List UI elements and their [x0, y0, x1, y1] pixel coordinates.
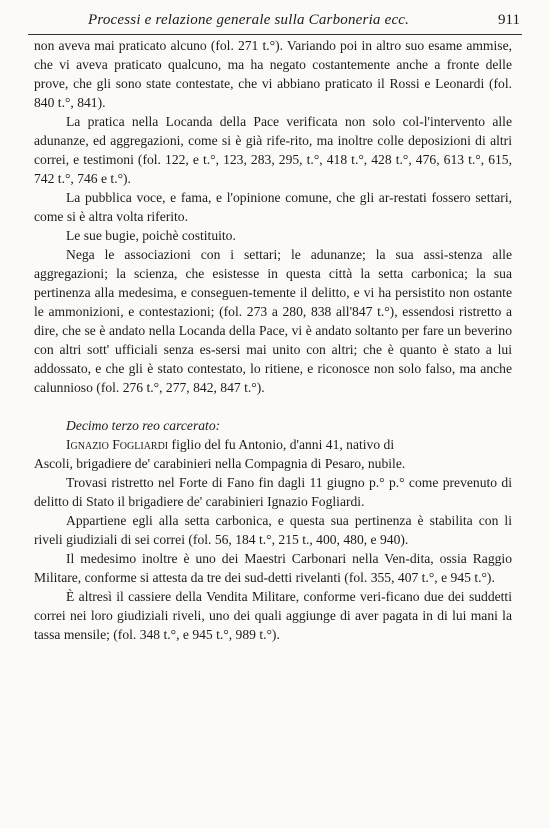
paragraph-9: Il medesimo inoltre è uno dei Maestri Carbonari nella Ven-dita, ossia Raggio Militare, conforme si attesta da tre dei sud-detti rivelanti (fol. 355, 407 t.°, e 945 t.°). [34, 551, 512, 585]
body-text [34, 36, 512, 644]
paragraph-8: Appartiene egli alla setta carbonica, e questa sua pertinenza è stabilita con li riveli giudiziali di sei correi (fol. 56, 184 t.°, 215 t., 400, 480, e 940). [34, 513, 512, 547]
defendant-name: Ignazio Fogliardi [66, 437, 169, 452]
section-subheading: Decimo terzo reo carcerato: [66, 418, 221, 433]
page-number: 911 [498, 12, 520, 28]
paragraph-2: La pratica nella Locanda della Pace verificata non solo col-l'intervento alle adunanze, ed aggregazioni, come si è già rife-rito, ma inoltre colle deposizioni di altri correi, e testimoni (fol. 122, e t.°, 123, 283, 295, t.°, 418 t.°, 428 t.°, 476, 613 t.°, 615, 742 t.°, 746 e t.°). [34, 114, 512, 186]
paragraph-3: La pubblica voce, e fama, e l'opinione comune, che gli ar-restati fossero settari, come si è altra volta riferito. [34, 190, 512, 224]
paragraph-10: È altresì il cassiere della Vendita Militare, conforme veri-ficano due dei suddetti correi nei loro giudiziali riveli, uno dei quali aggiunge di aver pagata in di lui mani la tassa mensile; (fol. 348 t.°, e 945 t.°, 989 t.°). [34, 589, 512, 642]
paragraph-7: Trovasi ristretto nel Forte di Fano fin dagli 11 giugno p.° p.° come prevenuto di delitto di Stato il brigadiere de' carabinieri Ignazio Fogliardi. [34, 475, 512, 509]
defendant-intro-paragraph [34, 435, 512, 454]
defendant-intro: figlio del fu Antonio, d'anni 41, nativo di [171, 437, 395, 452]
running-title: Processi e relazione generale sulla Carboneria ecc. [88, 12, 410, 28]
running-header [28, 10, 522, 35]
paragraph-6: Ascoli, brigadiere de' carabinieri nella Compagnia di Pesaro, nubile. [34, 456, 406, 471]
paragraph-4: Le sue bugie, poichè costituito. [66, 228, 236, 243]
paragraph-1: non aveva mai praticato alcuno (fol. 271 t.°). Variando poi in altro suo esame ammise, che vi aveva praticato qualcuno, ma ha negato costantemente anche a fronte delle prove, che gli sono state contestate, che vi abbiano praticato il Rossi e Leonardi (fol. 840 t.°, 841). [34, 38, 512, 110]
paragraph-5: Nega le associazioni con i settari; le adunanze; la sua assi-stenza alle aggregazioni; la scienza, che esistesse in questa città la setta carbonica; la sua pertinenza alla medesima, e conseguen-temente il delitto, e vi ha persistito non ostante le ammonizioni, e contestazioni; (fol. 273 a 280, 838 all'847 t.°), essendosi ristretto a dire, che se è andato nella Locanda della Pace, vi è andato soltanto per fare un beverino con altri sott' ufficiali senza es-sersi mai unito con altri; che è quanto è stato a lui addossato, e che gli è stato contestato, lo ritiene, e riconosce non solo falso, ma anche calunnioso (fol. 276 t.°, 277, 842, 847 t.°). [34, 247, 512, 395]
